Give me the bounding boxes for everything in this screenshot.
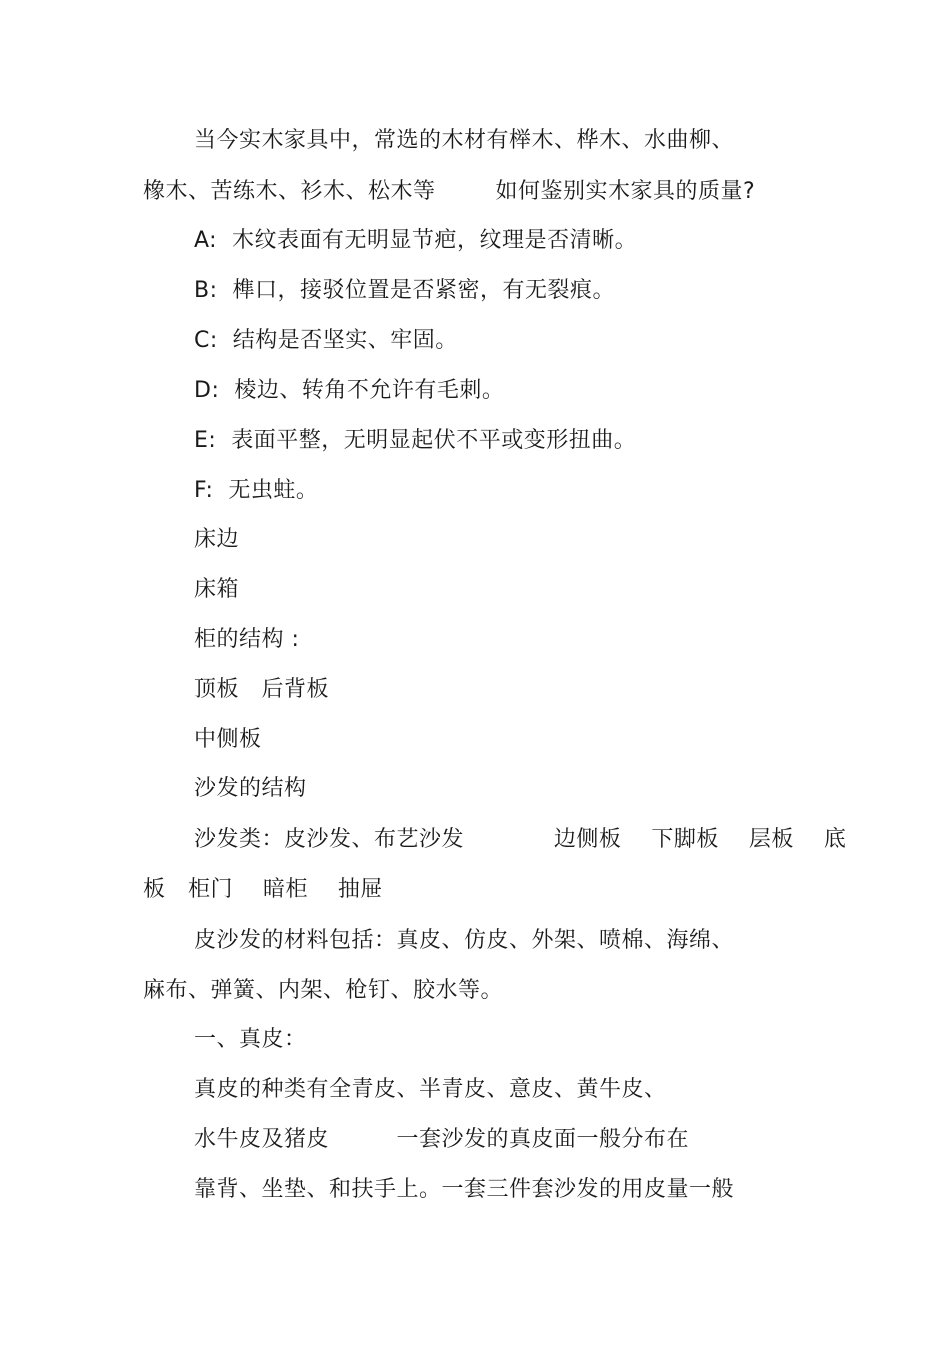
text-line: 麻布、弹簧、内架、枪钉、胶水等。	[143, 978, 504, 1003]
list-item-f: F: 无虫蛀。	[194, 478, 319, 503]
paragraph-line-1: 当今实木家具中，常选的木材有榉木、桦木、水曲柳、	[194, 128, 735, 153]
list-item-e: E: 表面平整，无明显起伏不平或变形扭曲。	[194, 428, 637, 453]
list-item-d: D: 棱边、转角不允许有毛刺。	[194, 378, 505, 403]
text-line: 沙发的结构	[194, 776, 307, 801]
text-line: 真皮的种类有全青皮、半青皮、意皮、黄牛皮、	[194, 1077, 667, 1102]
text-line: 顶板 后背板	[194, 677, 329, 702]
text-line: 床箱	[194, 577, 240, 602]
list-item-c: C: 结构是否坚实、牢固。	[194, 328, 458, 353]
section-heading: 一、真皮：	[194, 1027, 307, 1052]
text-line: 板 柜门 暗柜 抽屉	[143, 877, 383, 902]
text-line: 中侧板	[194, 727, 262, 752]
list-item-b: B: 榫口，接驳位置是否紧密，有无裂痕。	[194, 278, 615, 303]
text-line: 柜的结构 :	[194, 627, 300, 652]
paragraph-line-2: 橡木、苦练木、衫木、松木等 如何鉴别实木家具的质量?	[143, 179, 756, 204]
text-line: 沙发类：皮沙发、布艺沙发 边侧板 下脚板 层板 底	[194, 827, 847, 852]
text-line: 床边	[194, 527, 240, 552]
text-line: 皮沙发的材料包括：真皮、仿皮、外架、喷棉、海绵、	[194, 928, 735, 953]
list-item-a: A: 木纹表面有无明显节疤，纹理是否清晰。	[194, 228, 638, 253]
text-line: 靠背、坐垫、和扶手上。一套三件套沙发的用皮量一般	[194, 1177, 735, 1202]
text-line: 水牛皮及猪皮 一套沙发的真皮面一般分布在	[194, 1127, 689, 1152]
